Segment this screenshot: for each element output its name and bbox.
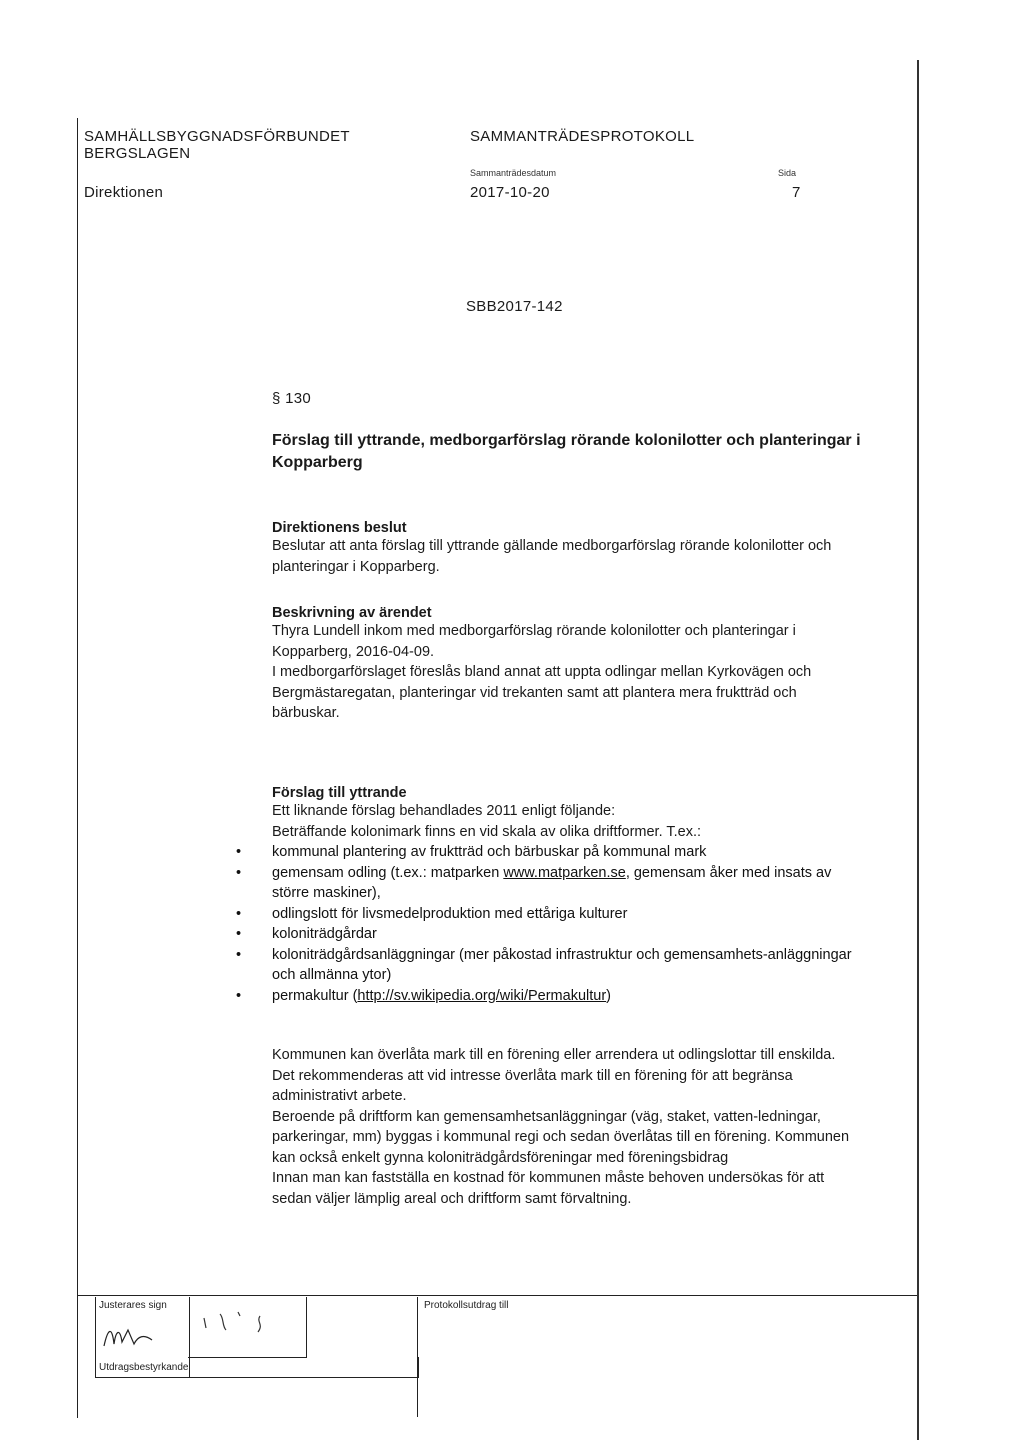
- adjuster-label: Justerares sign: [99, 1300, 167, 1311]
- bullet-icon: •: [236, 946, 242, 963]
- permakultur-link[interactable]: http://sv.wikipedia.org/wiki/Permakultur: [357, 987, 607, 1004]
- proposal-heading: Förslag till yttrande: [272, 785, 407, 801]
- list-item: • gemensam odling (t.ex.: matparken www.matparken.se, gemensam åker med insats av större maskiner),: [236, 864, 832, 901]
- date-label: Sammanträdesdatum: [470, 168, 557, 178]
- bullet-icon: •: [236, 844, 242, 860]
- paragraph-text: Det rekommenderas att vid intresse överlåta mark till en förening för att begränsa administrativt arbete.: [272, 1067, 793, 1104]
- department: Direktionen: [84, 184, 164, 201]
- decision-section: [272, 520, 842, 577]
- org-line1: SAMHÄLLSBYGGNADSFÖRBUNDET: [84, 128, 350, 145]
- list-item: • koloniträdgårdsanläggningar (mer påkostad infrastruktur och gemensamhets-anläggningar och allmänna ytor): [236, 946, 852, 983]
- org-name: [84, 128, 350, 162]
- list-item: • kommunal plantering av fruktträd och bärbuskar på kommunal mark: [272, 842, 862, 863]
- doc-type: SAMMANTRÄDESPROTOKOLL: [470, 128, 695, 145]
- driftform-list: [236, 842, 862, 1006]
- case-number: SBB2017-142: [466, 298, 563, 315]
- bullet-icon: •: [236, 926, 242, 942]
- list-item: • odlingslott för livsmedelproduktion med ettåriga kulturer: [272, 904, 862, 925]
- decision-text: Beslutar att anta förslag till yttrande gällande medborgarförslag rörande kolonilotter och planteringar i Kopparberg.: [272, 538, 832, 575]
- list-item: • koloniträdgårdar: [272, 924, 862, 945]
- protocol-divider: [417, 1297, 418, 1417]
- org-line2: BERGSLAGEN: [84, 145, 191, 162]
- bullet-icon: •: [236, 905, 242, 922]
- proposal-intro2: Beträffande kolonimark finns en vid skala av olika driftformer. T.ex.:: [272, 823, 702, 840]
- signature-scribble: [100, 1318, 160, 1352]
- proposal-intro1: Ett liknande förslag behandlades 2011 enligt följande:: [272, 803, 616, 819]
- paragraph-text: Beroende på driftform kan gemensamhetsanläggningar (väg, staket, vatten-ledningar, parkeringar, mm) byggas i kommunal regi och sedan överlåtas till en förening. Kommunen kan också enkelt gynna koloniträdgårdsföreningar med föreningsbidrag: [272, 1108, 850, 1166]
- document-title: Förslag till yttrande, medborgarförslag rörande kolonilotter och planteringar i Kopparberg: [272, 432, 861, 471]
- decision-heading: Direktionens beslut: [272, 520, 407, 536]
- left-margin-line: [77, 118, 78, 1418]
- matparken-link[interactable]: www.matparken.se: [503, 864, 626, 881]
- description-para2: I medborgarförslaget föreslås bland annat att uppta odlingar mellan Kyrkovägen och Bergmästaregatan, planteringar vid trekanten samt att plantera mera fruktträd och bärbuskar.: [272, 664, 812, 721]
- extract-label: Utdragsbestyrkande: [99, 1362, 189, 1373]
- list-item: • permakultur (http://sv.wikipedia.org/wiki/Permakultur): [272, 986, 862, 1007]
- page-label: Sida: [778, 168, 797, 178]
- bullet-icon: •: [236, 864, 242, 881]
- protocol-label: Protokollsutdrag till: [424, 1300, 509, 1311]
- paragraph-number: § 130: [272, 390, 312, 407]
- paragraph-text: Innan man kan fastställa en kostnad för kommunen måste behoven undersökas för att sedan väljer lämplig areal och driftform samt förvaltning.: [272, 1170, 825, 1207]
- description-heading: Beskrivning av ärendet: [272, 605, 432, 621]
- proposal-section: [236, 785, 862, 1006]
- paragraph-text: Kommunen kan överlåta mark till en förening eller arrendera ut odlingslottar till enskilda.: [272, 1047, 836, 1063]
- bullet-icon: •: [236, 987, 242, 1004]
- meeting-date: 2017-10-20: [470, 184, 550, 201]
- header-divider: [77, 1295, 917, 1296]
- page-number: 7: [792, 184, 801, 201]
- initials-scribble: [198, 1306, 278, 1336]
- description-section: [272, 605, 842, 724]
- description-para1: Thyra Lundell inkom med medborgarförslag rörande kolonilotter och planteringar i Kopparberg, 2016-04-09.: [272, 623, 796, 660]
- proposal-paragraphs: [272, 1045, 852, 1209]
- right-margin-line: [917, 60, 919, 1440]
